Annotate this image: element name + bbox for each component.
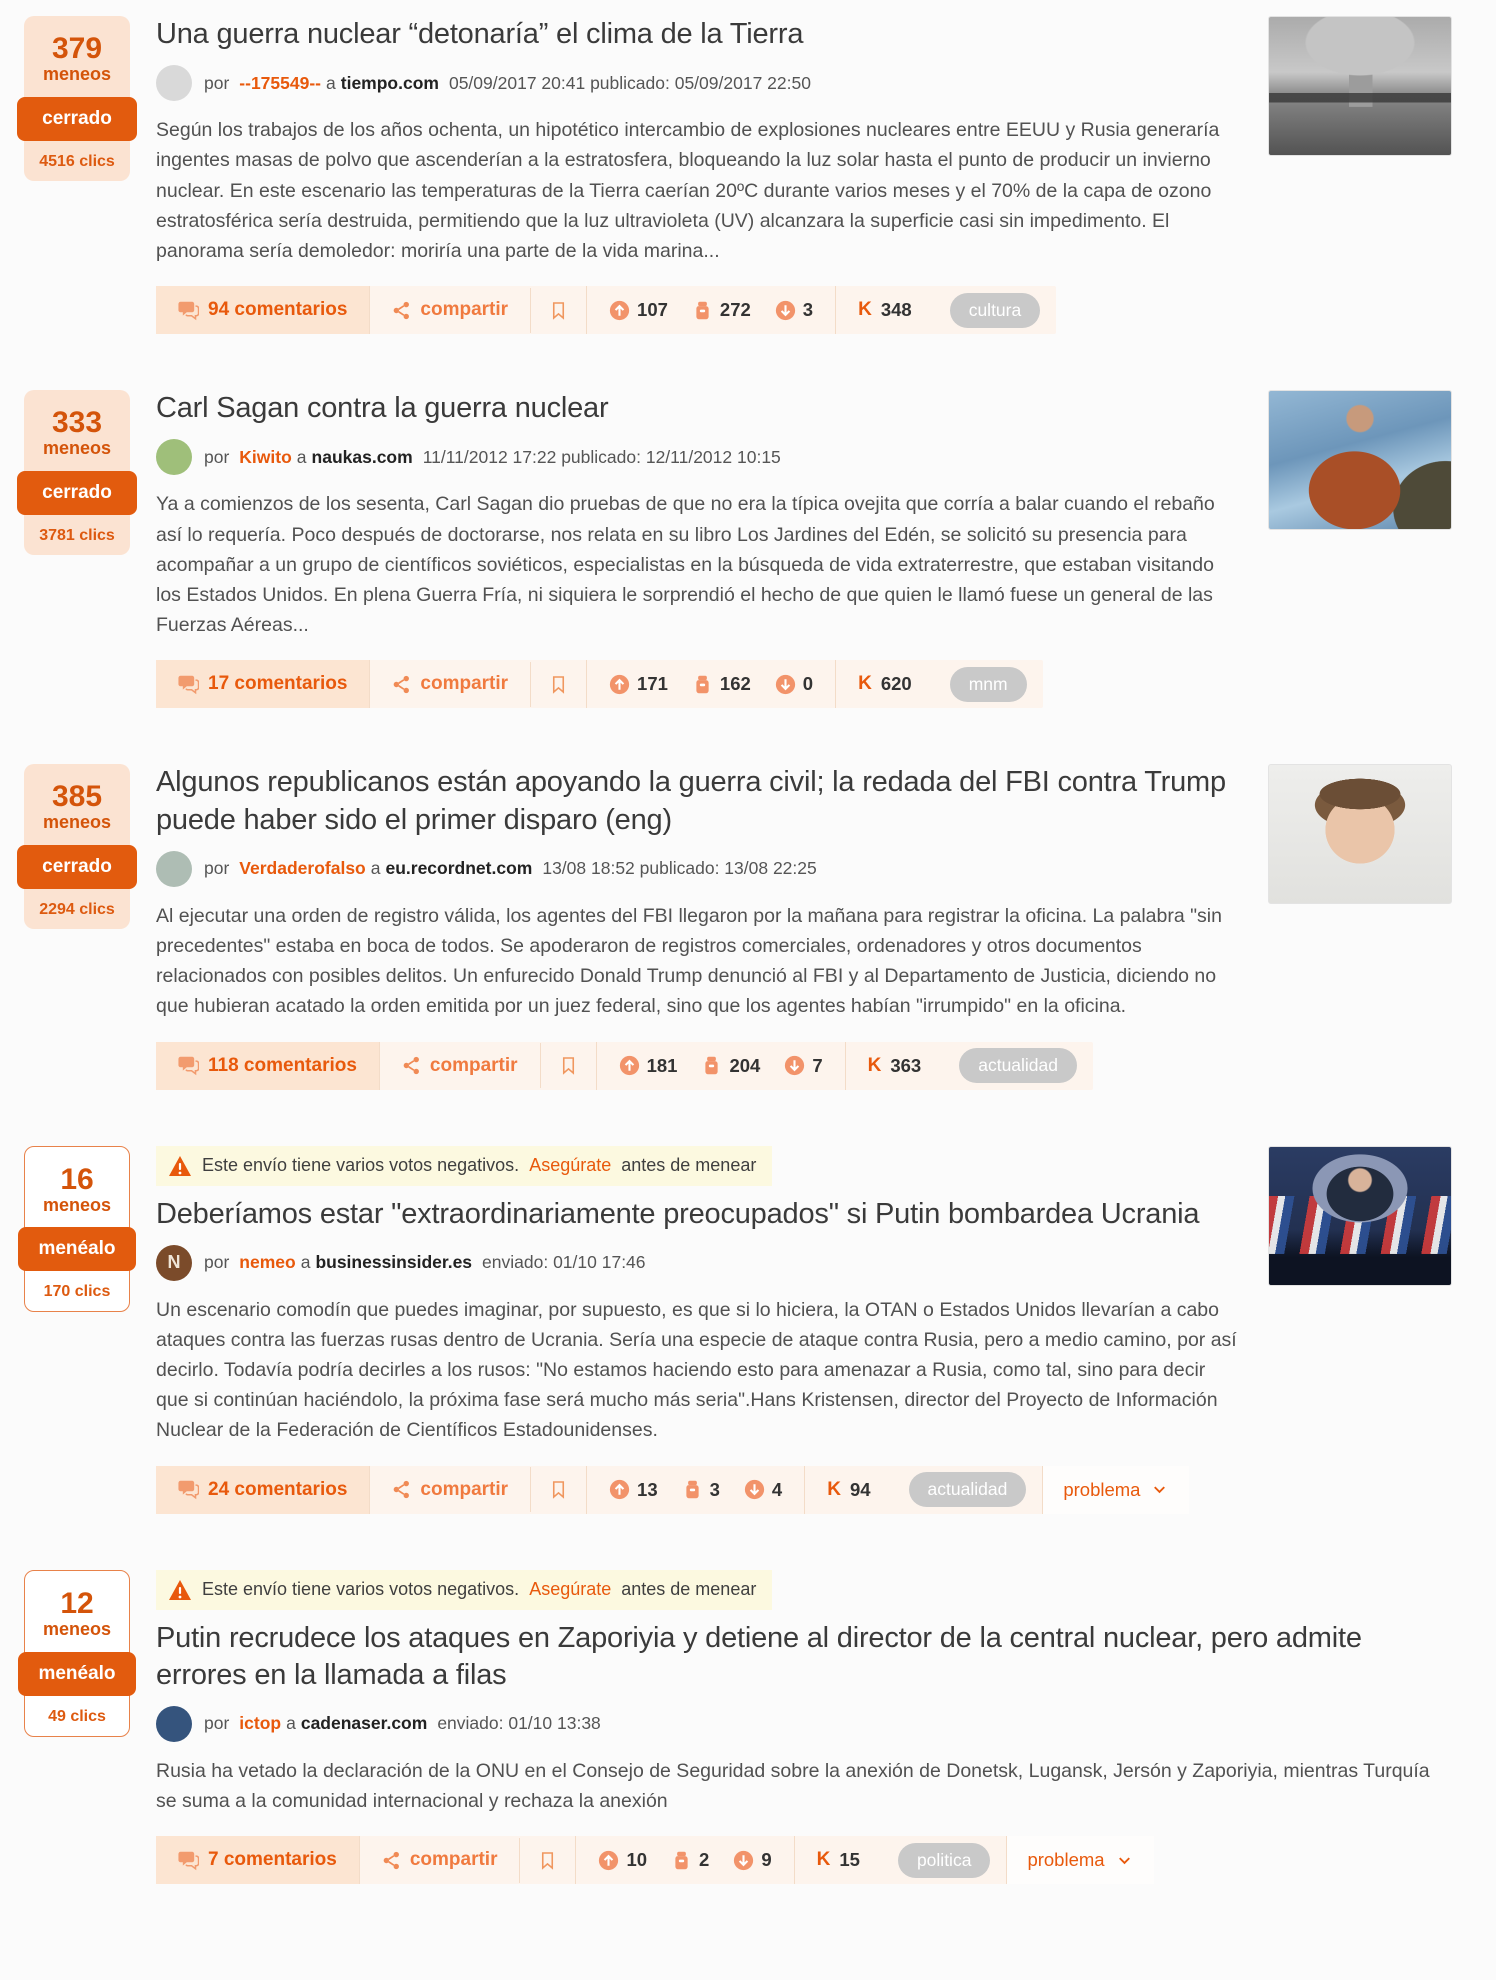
karma-stat — [835, 660, 934, 708]
clicks-count: 49 clics — [48, 1707, 106, 1725]
warning-triangle-icon — [168, 1155, 192, 1177]
share-button[interactable] — [379, 1042, 540, 1090]
story-content — [156, 390, 1238, 708]
story-title[interactable]: Putin recrudece los ataques en Zaporiyia y detiene al director de la central nuclear, pero admite errores en la llamada a filas — [156, 1621, 1362, 1691]
downvotes-count: 3 — [802, 299, 814, 321]
downvotes-stat — [744, 1479, 782, 1501]
timestamp: 11/11/2012 17:22 publicado: 12/11/2012 10:15 — [422, 446, 781, 467]
story-thumbnail[interactable] — [1268, 390, 1452, 530]
meneos-label: meneos — [42, 812, 112, 833]
story-summary: Ya a comienzos de los sesenta, Carl Sagan dio pruebas de que no era la típica ovejita que corría a balar cuando el rebaño así lo requería. Poco después de doctorarse, nos relata en su libro Los Jardines del Edén, se solicitó su presencia para acompañar a un grupo de científicos soviéticos, especialistas en la búsqueda de vida extraterrestre, que estaban visitando los Estados Unidos. En plena Guerra Fría, ni siquiera le sorprendió el hecho de que quien le llamó fuese un general de las Fuerzas Aéreas... — [156, 493, 1215, 637]
meneos-count: 333 — [51, 406, 103, 440]
comments-button[interactable] — [156, 1836, 359, 1884]
vote-stats — [586, 660, 835, 708]
avatar[interactable] — [156, 1706, 192, 1742]
story-summary: Al ejecutar una orden de registro válida, los agentes del FBI llegaron por la mañana para registrar la oficina. La palabra "sin precedentes" estaba en boca de todos. Se apoderaron de registros comerciales, ordenadores y otros documentos relacionados con posibles delitos. Un enfurecido Donald Trump denunció al FBI y al Departamento de Justicia, diciendo no que hubieran acatado la orden emitida por un juez federal, sino que los agentes habían "irrumpido" en la oficina. — [156, 904, 1222, 1018]
vote-box — [24, 764, 130, 929]
bookmark-button[interactable] — [519, 1838, 575, 1883]
author-link[interactable]: --175549-- — [239, 72, 322, 93]
story-list — [24, 16, 1452, 1884]
downvotes-count: 0 — [802, 673, 814, 695]
karma-count: 620 — [880, 673, 912, 695]
upvotes-count: 171 — [637, 673, 668, 695]
comments-button[interactable] — [156, 1042, 379, 1090]
status-dropdown-label: problema — [1027, 1849, 1105, 1871]
upvotes-stat — [609, 299, 668, 321]
author-link[interactable]: Verdaderofalso — [239, 858, 366, 879]
karma-stat — [794, 1836, 882, 1884]
warning-text-pre: Este envío tiene varios votos negativos. — [202, 1579, 520, 1600]
anonymous-votes-icon — [692, 674, 713, 695]
comments-icon — [178, 1850, 199, 1871]
warning-asegurate-link[interactable]: Asegúrate — [529, 1155, 612, 1175]
timestamp: 05/09/2017 20:41 publicado: 05/09/2017 22:50 — [448, 72, 811, 93]
anonymous-votes-stat — [682, 1479, 720, 1501]
timestamp: 13/08 18:52 publicado: 13/08 22:25 — [542, 858, 817, 879]
por-label: por — [204, 858, 230, 879]
timestamp: enviado: 01/10 17:46 — [482, 1252, 646, 1273]
author-link[interactable]: Kiwito — [239, 446, 292, 467]
anonymous-votes-count: 3 — [709, 1478, 720, 1500]
story-thumbnail[interactable] — [1268, 1146, 1452, 1286]
clicks-count: 2294 clics — [39, 901, 115, 919]
bookmark-icon — [559, 1056, 578, 1075]
upvote-icon — [609, 300, 630, 321]
category-tag[interactable]: actualidad — [909, 1472, 1027, 1507]
karma-stat — [845, 1042, 944, 1090]
story-summary: Según los trabajos de los años ochenta, un hipotético intercambio de explosiones nucleares entre EEUU y Rusia generaría ingentes masas de polvo que ascenderían a la estratosfera, bloqueando la luz solar hasta el punto de producir un invierno nuclear. En este escenario las temperaturas de la Tierra caerían 20ºC durante varios meses y el 70% de la capa de ozono estratosférica sería destruida, permitiendo que la luz ultravioleta (UV) alcanzara la superficie casi sin impedimento. El panorama sería demoledor: moriría una parte de la vida marina... — [156, 119, 1220, 262]
comments-button[interactable] — [156, 1466, 369, 1514]
story-byline — [156, 851, 1238, 887]
vote-box — [24, 16, 130, 181]
karma-icon: K — [827, 1478, 841, 1500]
downvote-icon — [784, 1055, 805, 1076]
downvotes-stat — [775, 673, 813, 695]
vote-status-button[interactable]: menéalo — [18, 1227, 136, 1271]
vote-box — [24, 1570, 130, 1737]
story-row — [24, 16, 1452, 334]
downvote-icon — [775, 300, 796, 321]
bookmark-button[interactable] — [530, 288, 586, 333]
vote-status-button[interactable]: menéalo — [18, 1652, 136, 1696]
anonymous-votes-icon — [682, 1479, 703, 1500]
avatar[interactable] — [156, 65, 192, 101]
vote-box — [24, 390, 130, 555]
downvotes-count: 9 — [761, 1849, 772, 1871]
anonymous-votes-icon — [692, 300, 713, 321]
story-row — [24, 1146, 1452, 1514]
karma-count: 348 — [880, 299, 912, 321]
story-content — [156, 764, 1238, 1089]
warning-asegurate-link[interactable]: Asegúrate — [529, 1579, 612, 1600]
karma-count: 363 — [890, 1054, 922, 1076]
story-action-bar — [156, 1042, 1093, 1090]
clicks-count: 170 clics — [43, 1283, 111, 1301]
karma-stat — [804, 1466, 892, 1514]
comments-count-label: 118 comentarios — [208, 1054, 357, 1076]
upvotes-stat — [598, 1849, 647, 1871]
upvote-icon — [609, 674, 630, 695]
avatar[interactable] — [156, 1245, 192, 1281]
clicks-count: 3781 clics — [39, 527, 115, 544]
source-domain-link[interactable]: cadenaser.com — [300, 1713, 428, 1734]
share-icon — [402, 1056, 421, 1075]
warning-text-pre: Este envío tiene varios votos negativos. — [202, 1155, 520, 1175]
source-domain-link[interactable]: businessinsider.es — [315, 1252, 473, 1273]
chevron-down-icon — [1150, 1480, 1169, 1499]
comments-icon — [178, 1479, 199, 1500]
karma-icon: K — [816, 1849, 831, 1871]
story-action-bar — [156, 286, 1056, 334]
meneos-label: meneos — [42, 64, 112, 84]
story-byline — [156, 65, 1238, 101]
story-summary: Rusia ha vetado la declaración de la ONU en el Consejo de Seguridad sobre la anexión de Donetsk, Lugansk, Jersón y Zaporiyia, mientras Turquía se suma a la comunidad internacional y rechaza la anexión — [156, 1759, 1430, 1813]
author-link[interactable]: ictop — [239, 1713, 282, 1734]
meneos-count: 12 — [60, 1586, 94, 1620]
a-label: a — [370, 858, 381, 879]
anonymous-votes-icon — [671, 1850, 692, 1871]
status-dropdown-label: problema — [1063, 1478, 1141, 1500]
anonymous-votes-count: 2 — [699, 1849, 710, 1871]
comments-button[interactable] — [156, 286, 369, 334]
anonymous-votes-count: 272 — [719, 299, 751, 321]
upvotes-stat — [619, 1055, 678, 1077]
warning-triangle-icon — [168, 1579, 192, 1601]
warning-text-post: antes de menear — [621, 1155, 757, 1175]
story-action-bar — [156, 1836, 1154, 1884]
anonymous-votes-stat — [701, 1055, 760, 1077]
story-title[interactable]: Deberíamos estar "extraordinariamente preocupados" si Putin bombardea Ucrania — [156, 1197, 1200, 1230]
bookmark-icon — [549, 675, 568, 694]
upvotes-count: 181 — [646, 1054, 678, 1076]
meneos-label: meneos — [42, 1618, 112, 1639]
story-thumbnail[interactable] — [1268, 16, 1452, 156]
share-button[interactable] — [369, 660, 530, 708]
vote-stats — [586, 286, 835, 334]
anonymous-votes-stat — [692, 673, 751, 695]
por-label: por — [204, 1713, 230, 1734]
a-label: a — [300, 1252, 311, 1273]
anonymous-votes-count: 162 — [719, 673, 751, 695]
status-dropdown[interactable] — [1042, 1466, 1189, 1514]
negative-votes-warning — [156, 1570, 772, 1610]
chevron-down-icon — [1115, 1851, 1134, 1870]
karma-icon: K — [858, 299, 872, 321]
bookmark-button[interactable] — [530, 662, 586, 707]
por-label: por — [204, 72, 230, 93]
karma-icon: K — [867, 1054, 882, 1076]
category-tag[interactable]: mnm — [950, 667, 1027, 702]
meneos-count: 16 — [60, 1162, 94, 1196]
category-tag[interactable]: cultura — [950, 293, 1041, 328]
vote-stats — [575, 1836, 793, 1884]
negative-votes-warning — [156, 1146, 772, 1186]
bookmark-button[interactable] — [540, 1043, 596, 1088]
upvote-icon — [598, 1850, 619, 1871]
share-label: compartir — [420, 673, 509, 695]
bookmark-button[interactable] — [530, 1467, 586, 1512]
share-icon — [392, 1480, 411, 1499]
source-domain-link[interactable]: eu.recordnet.com — [385, 858, 533, 879]
source-domain-link[interactable]: naukas.com — [311, 446, 413, 467]
story-thumbnail[interactable] — [1268, 764, 1452, 904]
avatar-letter: N — [167, 1252, 181, 1273]
share-button[interactable] — [369, 1466, 530, 1514]
story-title[interactable]: Una guerra nuclear “detonaría” el clima de la Tierra — [156, 18, 804, 50]
share-label: compartir — [420, 1478, 509, 1500]
vote-box — [24, 1146, 130, 1313]
story-row — [24, 390, 1452, 708]
comments-icon — [178, 1055, 199, 1076]
warning-text-post: antes de menear — [621, 1579, 757, 1600]
upvotes-count: 107 — [637, 299, 668, 321]
avatar[interactable] — [156, 851, 192, 887]
comments-icon — [178, 300, 199, 321]
a-label: a — [326, 72, 336, 93]
comments-button[interactable] — [156, 660, 369, 708]
story-action-bar — [156, 1466, 1189, 1514]
downvotes-stat — [784, 1055, 822, 1077]
meneos-label: meneos — [42, 438, 112, 459]
share-button[interactable] — [359, 1836, 520, 1884]
downvotes-count: 4 — [771, 1478, 783, 1500]
source-domain-link[interactable]: tiempo.com — [340, 72, 439, 93]
a-label: a — [286, 1713, 296, 1734]
bookmark-icon — [538, 1851, 557, 1870]
karma-icon: K — [858, 673, 872, 695]
upvotes-stat — [609, 1479, 658, 1501]
story-byline — [156, 439, 1238, 475]
anonymous-votes-icon — [701, 1055, 722, 1076]
comments-count-label: 7 comentarios — [208, 1849, 337, 1871]
vote-stats — [586, 1466, 804, 1514]
share-icon — [382, 1851, 401, 1870]
karma-count: 15 — [839, 1849, 860, 1871]
a-label: a — [296, 446, 307, 467]
story-title[interactable]: Algunos republicanos están apoyando la guerra civil; la redada del FBI contra Trump puede haber sido el primer disparo (eng) — [156, 766, 1226, 836]
story-row — [24, 764, 1452, 1089]
story-content — [156, 1570, 1452, 1885]
comments-count-label: 94 comentarios — [208, 299, 348, 321]
karma-stat — [835, 286, 934, 334]
upvotes-stat — [609, 673, 668, 695]
share-icon — [392, 675, 411, 694]
comments-icon — [178, 674, 199, 695]
story-title[interactable]: Carl Sagan contra la guerra nuclear — [156, 392, 609, 425]
story-action-bar — [156, 660, 1043, 708]
vote-status-button[interactable]: cerrado — [17, 471, 137, 515]
vote-stats — [596, 1042, 845, 1090]
comments-count-label: 17 comentarios — [208, 673, 348, 695]
karma-count: 94 — [849, 1478, 871, 1500]
status-dropdown[interactable] — [1006, 1836, 1153, 1884]
anonymous-votes-stat — [671, 1849, 709, 1871]
downvotes-stat — [733, 1849, 771, 1871]
story-content — [156, 16, 1238, 334]
share-icon — [392, 301, 411, 320]
share-label: compartir — [420, 299, 509, 321]
story-content — [156, 1146, 1238, 1514]
downvote-icon — [775, 674, 796, 695]
vote-status-button[interactable]: cerrado — [17, 845, 137, 889]
share-label: compartir — [429, 1054, 518, 1076]
comments-count-label: 24 comentarios — [208, 1478, 348, 1500]
story-byline — [156, 1706, 1452, 1742]
vote-status-button[interactable]: cerrado — [17, 97, 137, 141]
avatar[interactable] — [156, 439, 192, 475]
timestamp: enviado: 01/10 13:38 — [437, 1713, 601, 1734]
downvotes-stat — [775, 299, 813, 321]
downvote-icon — [733, 1850, 754, 1871]
por-label: por — [204, 1252, 230, 1273]
downvote-icon — [744, 1479, 765, 1500]
category-tag[interactable]: politica — [898, 1843, 990, 1878]
author-link[interactable]: nemeo — [239, 1252, 296, 1273]
upvotes-count: 13 — [637, 1478, 658, 1500]
category-tag[interactable]: actualidad — [959, 1048, 1077, 1083]
upvote-icon — [619, 1055, 640, 1076]
downvotes-count: 7 — [812, 1054, 823, 1076]
anonymous-votes-count: 204 — [729, 1054, 761, 1076]
upvotes-count: 10 — [626, 1849, 648, 1871]
meneos-count: 379 — [51, 32, 103, 65]
meneos-count: 385 — [51, 780, 103, 814]
share-label: compartir — [409, 1849, 498, 1871]
bookmark-icon — [549, 1480, 568, 1499]
story-row — [24, 1570, 1452, 1885]
story-byline — [156, 1245, 1238, 1281]
anonymous-votes-stat — [692, 299, 751, 321]
clicks-count: 4516 clics — [39, 152, 115, 170]
meneos-label: meneos — [42, 1194, 112, 1215]
bookmark-icon — [549, 301, 568, 320]
por-label: por — [204, 446, 230, 467]
story-summary: Un escenario comodín que puedes imaginar, por supuesto, es que si lo hiciera, la OTAN o Estados Unidos llevarían a cabo ataques contra las fuerzas rusas dentro de Ucrania. Sería una especie de ataque contra Rusia, pero a medio camino, por así decirlo. Todavía podría decirles a los rusos: "No estamos haciendo esto para amenazar a Rusia, como tal, sino para decir que si continúan haciéndolo, la próxima fase será mucho más seria".Hans Kristensen, director del Proyecto de Información Nuclear de la Federación de Científicos Estadounidenses. — [156, 1298, 1237, 1442]
share-button[interactable] — [369, 286, 530, 334]
upvote-icon — [609, 1479, 630, 1500]
